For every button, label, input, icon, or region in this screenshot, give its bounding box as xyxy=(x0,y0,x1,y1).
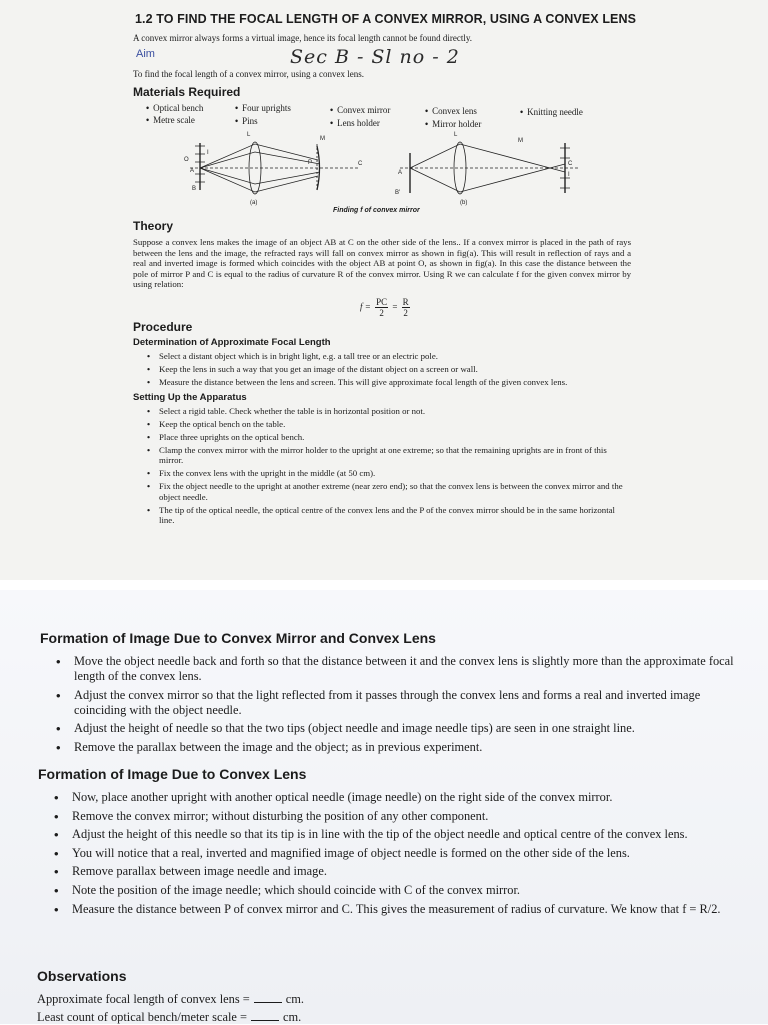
theory-paragraph: Suppose a convex lens makes the image of an object AB at C on the other side of the lens.. If a convex mirror is placed in the path of rays between the lens and the image, the refracted rays will fall on convex mirror as shown in fig(a). This will result in reflection of rays and a real and inverted image is formed which coincides with the object AB at point O, as shown in fig(a). In this case the distance between the pole of mirror P and C is equal to the radius of curvature R of the convex mirror. Using R we can calculate f for the given convex mirror by using relation: xyxy=(133,237,631,289)
list-item: • Move the object needle back and forth so that the distance between it and the convex lens is slightly more than the approximate focal length of the convex lens. xyxy=(54,654,744,684)
formation-lens-list xyxy=(52,790,742,920)
determination-list xyxy=(147,351,625,390)
material-item: • Knitting needle xyxy=(520,107,583,117)
label-o: O xyxy=(184,157,189,163)
subfig-a: (a) xyxy=(250,200,258,206)
label-b1: B′ xyxy=(395,190,401,196)
setting-heading: Setting Up the Apparatus xyxy=(133,392,247,403)
aim-heading: Aim xyxy=(136,48,155,60)
material-item: • Lens holder xyxy=(330,118,380,128)
material-item: • Mirror holder xyxy=(425,119,482,129)
list-item: • Keep the optical bench on the table. xyxy=(147,419,625,429)
diagram-caption: Finding f of convex mirror xyxy=(333,207,420,214)
label-b: B xyxy=(192,186,197,192)
formation-mirror-list xyxy=(54,654,744,758)
label-l: L xyxy=(247,132,251,138)
answer-blank[interactable] xyxy=(254,991,282,1003)
focal-length-formula: f = $\frac{PC}{2}$ = $\frac{R}{2}$ xyxy=(360,297,409,318)
label-m: M xyxy=(320,136,325,142)
material-item: • Optical bench xyxy=(146,103,204,113)
label-i: I xyxy=(207,150,209,156)
list-item: • Select a distant object which is in bright light, e.g. a tall tree or an electric pole. xyxy=(147,351,625,361)
intro-text: A convex mirror always forms a virtual image, hence its focal length cannot be found directly. xyxy=(133,33,473,43)
list-item: • Measure the distance between P of convex mirror and C. This gives the measurement of radius of curvature. We know that f = R/2. xyxy=(52,902,742,917)
label-a: A xyxy=(190,168,195,174)
list-item: • Clamp the convex mirror with the mirror holder to the upright at one extreme; so that the remaining uprights are in front of this mirror. xyxy=(147,445,625,466)
subfig-b: (b) xyxy=(460,200,468,206)
handwritten-note: Sec B - Sl no - 2 xyxy=(290,46,460,68)
determination-heading: Determination of Approximate Focal Length xyxy=(133,337,331,348)
list-item: • Now, place another upright with another optical needle (image needle) on the right side of the convex mirror. xyxy=(52,790,742,805)
list-item: • Remove the convex mirror; without disturbing the position of any other component. xyxy=(52,809,742,824)
list-item: • Adjust the height of needle so that the two tips (object needle and image needle tips) are seen in one straight line. xyxy=(54,721,744,736)
label-i-b: I xyxy=(568,172,570,178)
formation-lens-heading: Formation of Image Due to Convex Lens xyxy=(38,766,307,782)
materials-heading: Materials Required xyxy=(133,85,241,99)
list-item: • The tip of the optical needle, the optical centre of the convex lens and the P of the convex mirror should be in the same horizontal line. xyxy=(147,505,625,526)
observation-line: Least count of optical bench/meter scale = cm. xyxy=(37,1010,302,1024)
material-item: • Pins xyxy=(235,116,258,126)
formation-mirror-heading: Formation of Image Due to Convex Mirror and Convex Lens xyxy=(40,630,436,646)
list-item: • You will notice that a real, inverted and magnified image of object needle is formed on the other side of the lens. xyxy=(52,846,742,861)
label-c: C xyxy=(358,161,363,167)
list-item: • Keep the lens in such a way that you get an image of the distant object on a screen or wall. xyxy=(147,364,625,374)
setting-list xyxy=(147,406,625,528)
list-item: • Remove parallax between image needle and image. xyxy=(52,864,742,879)
answer-blank[interactable] xyxy=(251,1009,279,1021)
material-item: • Metre scale xyxy=(146,115,195,125)
list-item: • Adjust the height of this needle so that its tip is in line with the tip of the object needle and optical centre of the convex lens. xyxy=(52,827,742,842)
label-a-b: A xyxy=(398,170,403,176)
label-l-b: L xyxy=(454,132,458,138)
list-item: • Select a rigid table. Check whether the table is in horizontal position or not. xyxy=(147,406,625,416)
label-p: P xyxy=(308,160,313,166)
page-gap xyxy=(0,580,768,590)
list-item: • Measure the distance between the lens and screen. This will give approximate focal length of the given convex lens. xyxy=(147,377,625,387)
list-item: • Note the position of the image needle; which should coincide with C of the convex mirror. xyxy=(52,883,742,898)
material-item: • Convex lens xyxy=(425,106,477,116)
list-item: • Fix the convex lens with the upright in the middle (at 50 cm). xyxy=(147,468,625,478)
theory-heading: Theory xyxy=(133,219,174,233)
list-item: • Adjust the convex mirror so that the light reflected from it passes through the convex lens and forms a real and inverted image coinciding with the object needle. xyxy=(54,688,744,718)
experiment-title: 1.2 TO FIND THE FOCAL LENGTH OF A CONVEX MIRROR, USING A CONVEX LENS xyxy=(135,12,637,26)
list-item: • Place three uprights on the optical bench. xyxy=(147,432,625,442)
observations-heading: Observations xyxy=(37,968,127,984)
list-item: • Remove the parallax between the image and the object; as in previous experiment. xyxy=(54,740,744,755)
label-c-b: C xyxy=(568,161,573,167)
aim-text: To find the focal length of a convex mirror, using a convex lens. xyxy=(133,69,364,79)
observation-line: Approximate focal length of convex lens = cm. xyxy=(37,992,304,1006)
material-item: • Four uprights xyxy=(235,103,291,113)
list-item: • Fix the object needle to the upright at another extreme (near zero end); so that the convex lens is between the convex mirror and the object needle. xyxy=(147,481,625,502)
label-m-b: M xyxy=(518,138,523,144)
procedure-heading: Procedure xyxy=(133,320,193,334)
material-item: • Convex mirror xyxy=(330,105,391,115)
